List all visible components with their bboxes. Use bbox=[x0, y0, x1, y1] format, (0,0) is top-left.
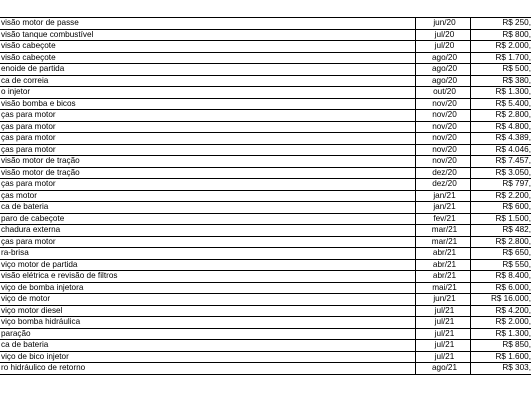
value-cell[interactable]: R$ 3.050, bbox=[470, 167, 531, 179]
value-cell[interactable]: R$ 16.000, bbox=[470, 294, 531, 306]
date-cell[interactable]: out/20 bbox=[415, 87, 470, 99]
date-cell[interactable]: jul/20 bbox=[415, 29, 470, 41]
description-cell[interactable]: visão cabeçote bbox=[0, 41, 415, 53]
date-cell[interactable]: fev/21 bbox=[415, 213, 470, 225]
description-cell[interactable]: viço bomba hidráulica bbox=[0, 317, 415, 329]
description-cell[interactable]: paro de cabeçote bbox=[0, 213, 415, 225]
value-cell[interactable]: R$ 4.389, bbox=[470, 133, 531, 145]
table-row bbox=[0, 121, 531, 133]
table-row bbox=[0, 282, 531, 294]
date-cell[interactable]: ago/20 bbox=[415, 64, 470, 76]
table-row bbox=[0, 144, 531, 156]
description-cell[interactable]: ca de correia bbox=[0, 75, 415, 87]
table-row bbox=[0, 156, 531, 168]
spreadsheet-table bbox=[0, 17, 531, 375]
value-cell[interactable]: R$ 6.000, bbox=[470, 282, 531, 294]
table-row bbox=[0, 29, 531, 41]
description-cell[interactable]: chadura externa bbox=[0, 225, 415, 237]
value-cell[interactable]: R$ 1.300, bbox=[470, 328, 531, 340]
value-cell[interactable]: R$ 250, bbox=[470, 18, 531, 30]
description-cell[interactable]: o injetor bbox=[0, 87, 415, 99]
table-row bbox=[0, 75, 531, 87]
date-cell[interactable]: nov/20 bbox=[415, 110, 470, 122]
value-cell[interactable]: R$ 4.046, bbox=[470, 144, 531, 156]
table-row bbox=[0, 236, 531, 248]
description-cell[interactable]: ra-brisa bbox=[0, 248, 415, 260]
description-cell[interactable]: ca de bateria bbox=[0, 340, 415, 352]
table-row bbox=[0, 340, 531, 352]
table-row bbox=[0, 179, 531, 191]
value-cell[interactable]: R$ 2.800, bbox=[470, 110, 531, 122]
table-row bbox=[0, 259, 531, 271]
date-cell[interactable]: ago/20 bbox=[415, 52, 470, 64]
description-cell[interactable]: ças para motor bbox=[0, 133, 415, 145]
description-cell[interactable]: ças motor bbox=[0, 190, 415, 202]
value-cell[interactable]: R$ 2.000, bbox=[470, 41, 531, 53]
description-cell[interactable]: ças para motor bbox=[0, 121, 415, 133]
value-cell[interactable]: R$ 600, bbox=[470, 202, 531, 214]
date-cell[interactable]: jan/21 bbox=[415, 190, 470, 202]
table-row bbox=[0, 317, 531, 329]
date-cell[interactable]: dez/20 bbox=[415, 179, 470, 191]
date-cell[interactable]: mar/21 bbox=[415, 225, 470, 237]
description-cell[interactable]: paração bbox=[0, 328, 415, 340]
table-row bbox=[0, 213, 531, 225]
description-cell[interactable]: viço motor de partida bbox=[0, 259, 415, 271]
value-cell[interactable]: R$ 2.000, bbox=[470, 317, 531, 329]
date-cell[interactable]: jul/20 bbox=[415, 41, 470, 53]
description-cell[interactable]: viço de motor bbox=[0, 294, 415, 306]
date-cell[interactable]: jul/21 bbox=[415, 351, 470, 363]
value-cell[interactable]: R$ 4.800, bbox=[470, 121, 531, 133]
date-cell[interactable]: nov/20 bbox=[415, 121, 470, 133]
table-row bbox=[0, 87, 531, 99]
table-row bbox=[0, 248, 531, 260]
description-cell[interactable]: visão motor de tração bbox=[0, 156, 415, 168]
value-cell[interactable]: R$ 303, bbox=[470, 363, 531, 375]
date-cell[interactable]: jul/21 bbox=[415, 317, 470, 329]
table-row bbox=[0, 167, 531, 179]
table-row bbox=[0, 271, 531, 283]
value-cell[interactable]: R$ 380, bbox=[470, 75, 531, 87]
table-row bbox=[0, 363, 531, 375]
value-cell[interactable]: R$ 1.300, bbox=[470, 87, 531, 99]
value-cell[interactable]: R$ 2.800, bbox=[470, 236, 531, 248]
date-cell[interactable]: nov/20 bbox=[415, 98, 470, 110]
value-cell[interactable]: R$ 797, bbox=[470, 179, 531, 191]
value-cell[interactable]: R$ 650, bbox=[470, 248, 531, 260]
description-cell[interactable]: visão tanque combustível bbox=[0, 29, 415, 41]
date-cell[interactable]: jun/21 bbox=[415, 294, 470, 306]
description-cell[interactable]: ças para motor bbox=[0, 110, 415, 122]
description-cell[interactable]: ças para motor bbox=[0, 144, 415, 156]
table-row bbox=[0, 328, 531, 340]
description-cell[interactable]: viço motor diesel bbox=[0, 305, 415, 317]
table-row bbox=[0, 294, 531, 306]
date-cell[interactable]: jul/21 bbox=[415, 305, 470, 317]
description-cell[interactable]: enoide de partida bbox=[0, 64, 415, 76]
description-cell[interactable]: visão bomba e bicos bbox=[0, 98, 415, 110]
table-row bbox=[0, 305, 531, 317]
date-cell[interactable]: jun/20 bbox=[415, 18, 470, 30]
description-cell[interactable]: ças para motor bbox=[0, 236, 415, 248]
date-cell[interactable]: ago/20 bbox=[415, 75, 470, 87]
table-row bbox=[0, 98, 531, 110]
value-cell[interactable]: R$ 1.700, bbox=[470, 52, 531, 64]
description-cell[interactable]: ca de bateria bbox=[0, 202, 415, 214]
table-row bbox=[0, 190, 531, 202]
date-cell[interactable]: abr/21 bbox=[415, 248, 470, 260]
description-cell[interactable]: visão cabeçote bbox=[0, 52, 415, 64]
value-cell[interactable]: R$ 850, bbox=[470, 340, 531, 352]
value-cell[interactable]: R$ 5.400, bbox=[470, 98, 531, 110]
date-cell[interactable]: dez/20 bbox=[415, 167, 470, 179]
date-cell[interactable]: mai/21 bbox=[415, 282, 470, 294]
value-cell[interactable]: R$ 4.200, bbox=[470, 305, 531, 317]
value-cell[interactable]: R$ 2.200, bbox=[470, 190, 531, 202]
table-row bbox=[0, 133, 531, 145]
table-row bbox=[0, 18, 531, 30]
value-cell[interactable]: R$ 500, bbox=[470, 64, 531, 76]
description-cell[interactable]: ro hidráulico de retorno bbox=[0, 363, 415, 375]
value-cell[interactable]: R$ 482, bbox=[470, 225, 531, 237]
table-row bbox=[0, 41, 531, 53]
spreadsheet-body bbox=[0, 18, 531, 375]
description-cell[interactable]: visão elétrica e revisão de filtros bbox=[0, 271, 415, 283]
description-cell[interactable]: viço de bomba injetora bbox=[0, 282, 415, 294]
value-cell[interactable]: R$ 800, bbox=[470, 29, 531, 41]
date-cell[interactable]: jul/21 bbox=[415, 328, 470, 340]
table-row bbox=[0, 110, 531, 122]
description-cell[interactable]: ças para motor bbox=[0, 179, 415, 191]
value-cell[interactable]: R$ 1.500, bbox=[470, 213, 531, 225]
date-cell[interactable]: abr/21 bbox=[415, 259, 470, 271]
table-row bbox=[0, 52, 531, 64]
date-cell[interactable]: abr/21 bbox=[415, 271, 470, 283]
description-cell[interactable]: visão motor de tração bbox=[0, 167, 415, 179]
table-row bbox=[0, 351, 531, 363]
value-cell[interactable]: R$ 7.457, bbox=[470, 156, 531, 168]
date-cell[interactable]: mar/21 bbox=[415, 236, 470, 248]
description-cell[interactable]: viço de bico injetor bbox=[0, 351, 415, 363]
value-cell[interactable]: R$ 550, bbox=[470, 259, 531, 271]
date-cell[interactable]: nov/20 bbox=[415, 144, 470, 156]
value-cell[interactable]: R$ 8.400, bbox=[470, 271, 531, 283]
value-cell[interactable]: R$ 1.600, bbox=[470, 351, 531, 363]
description-cell[interactable]: visão motor de passe bbox=[0, 18, 415, 30]
date-cell[interactable]: ago/21 bbox=[415, 363, 470, 375]
table-row bbox=[0, 225, 531, 237]
table-row bbox=[0, 202, 531, 214]
date-cell[interactable]: jan/21 bbox=[415, 202, 470, 214]
date-cell[interactable]: jul/21 bbox=[415, 340, 470, 352]
date-cell[interactable]: nov/20 bbox=[415, 156, 470, 168]
table-row bbox=[0, 64, 531, 76]
date-cell[interactable]: nov/20 bbox=[415, 133, 470, 145]
